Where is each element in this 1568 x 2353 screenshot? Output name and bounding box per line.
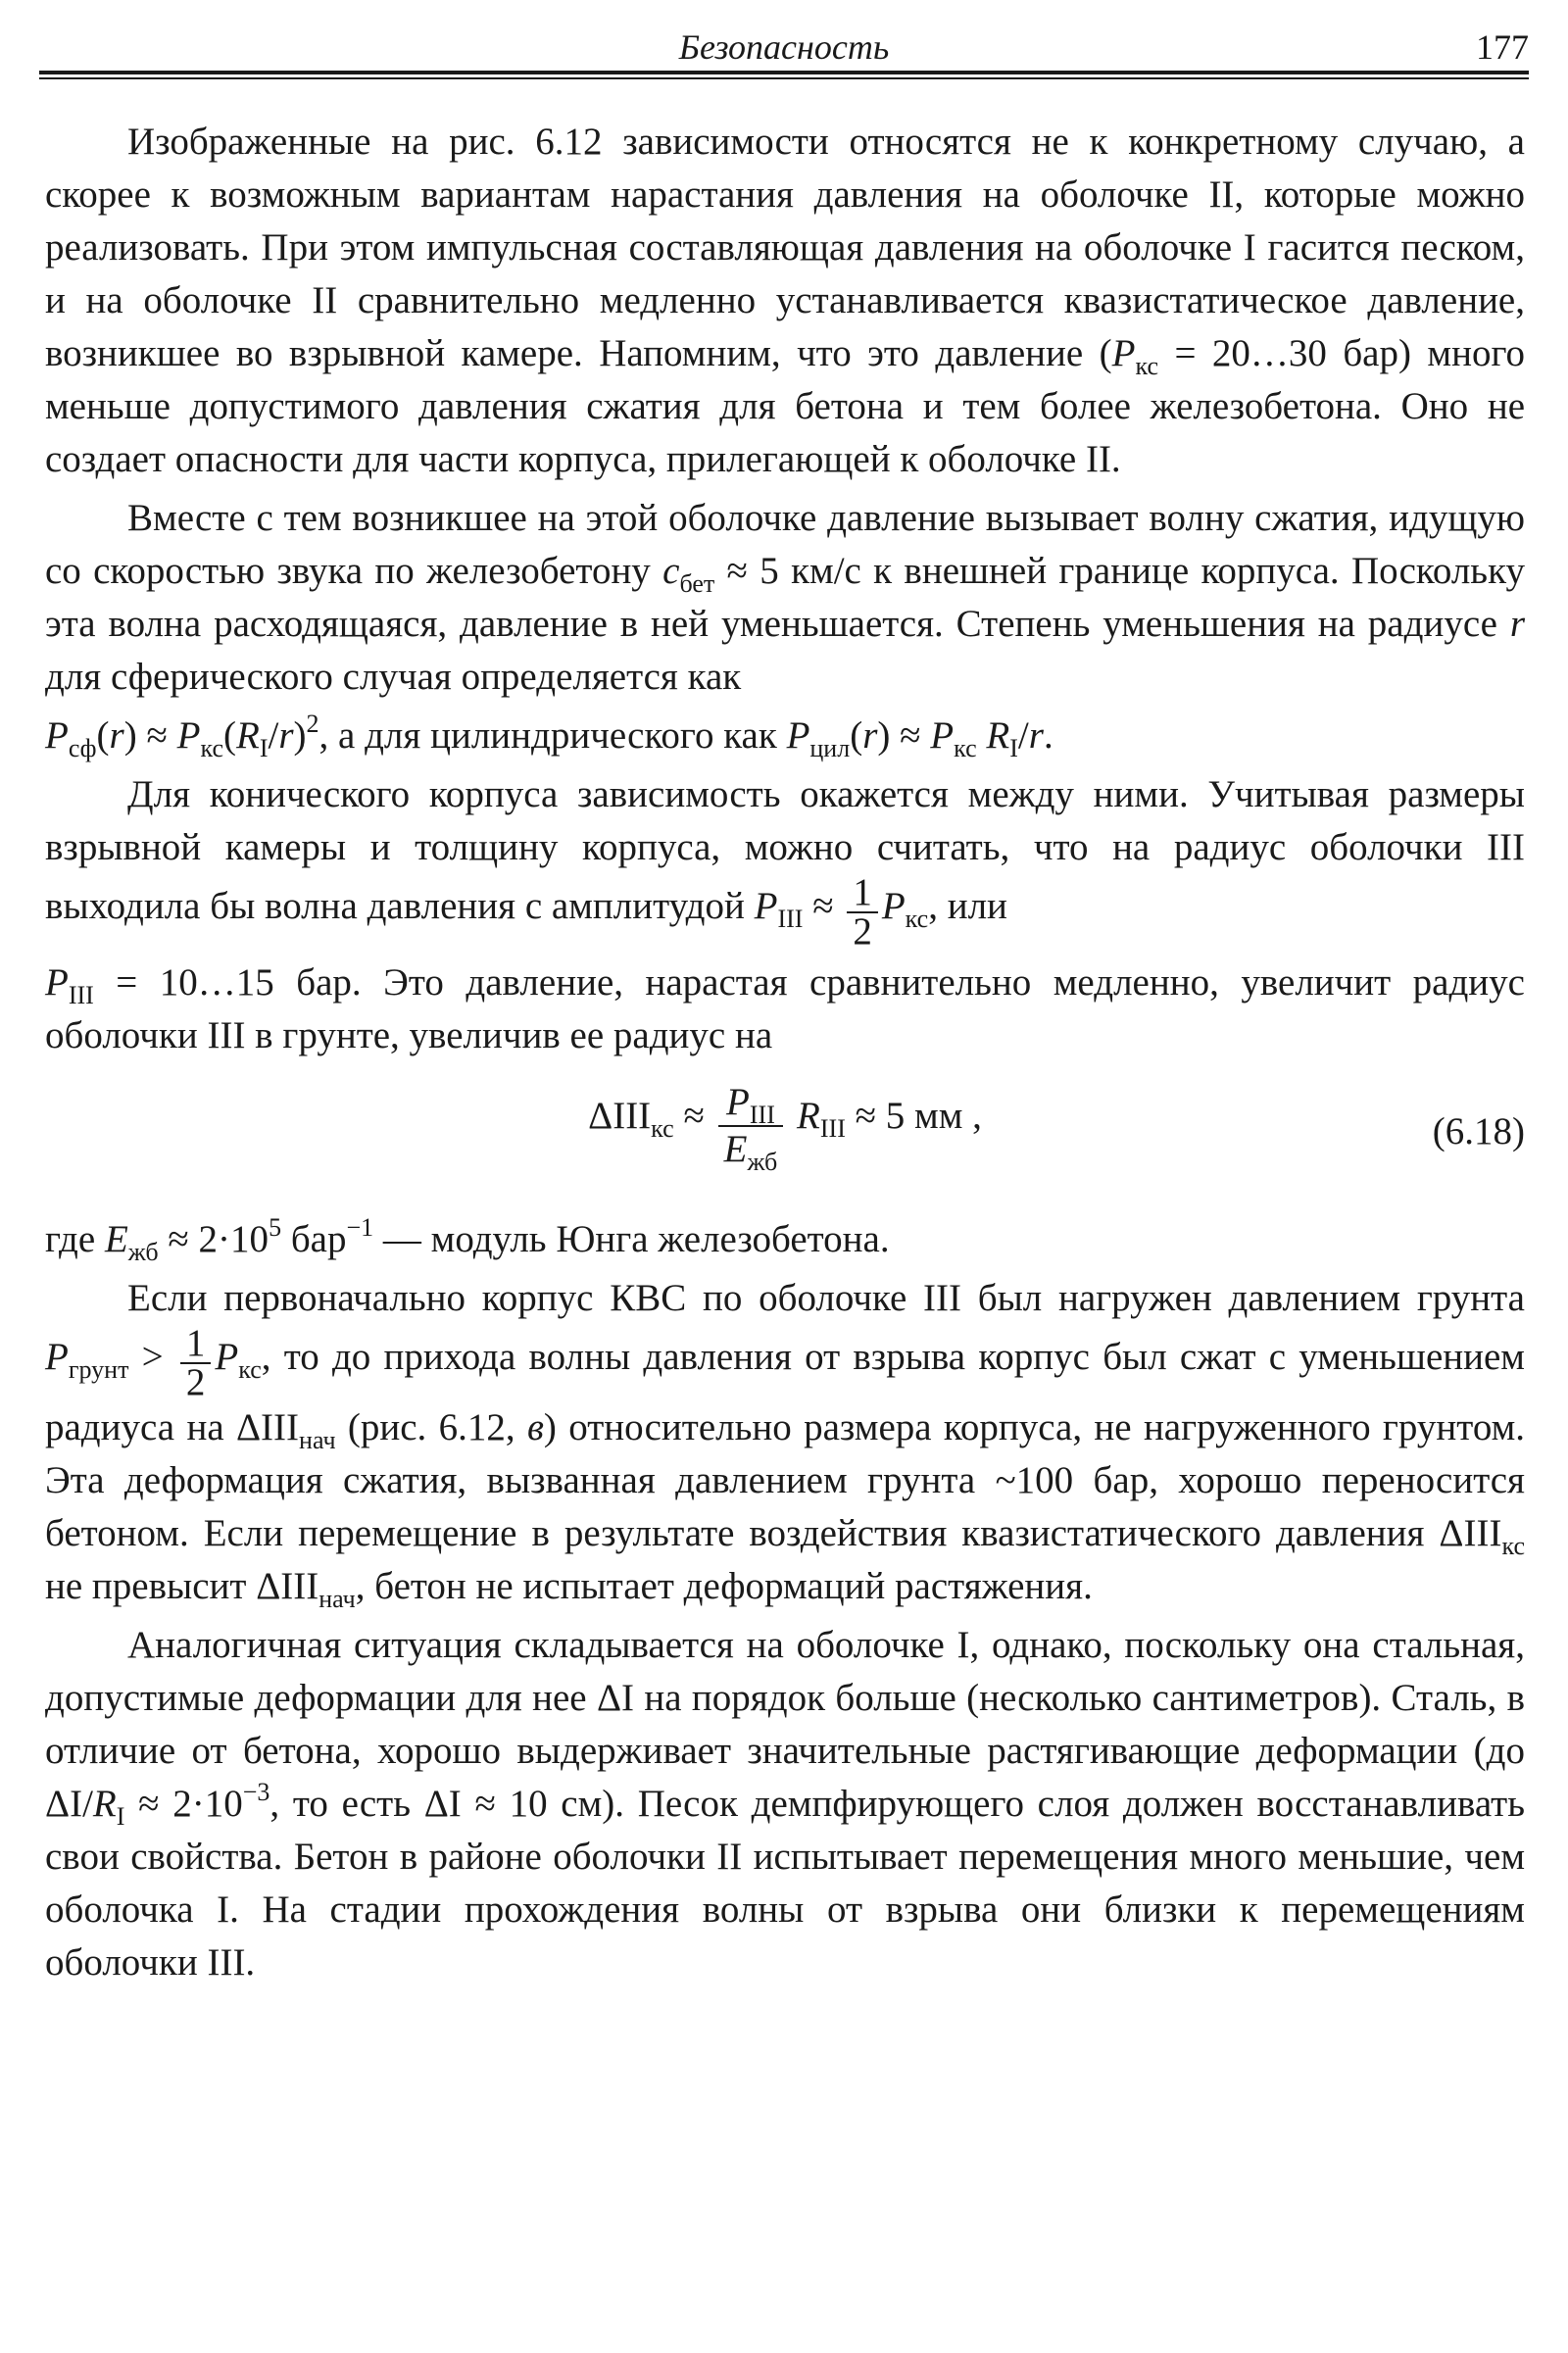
fraction-one-half: $\frac{1}{2}$ (847, 874, 878, 951)
paragraph-4: Если первоначально корпус КВС по оболочке III был нагружен давлением грунта $P_{грунт}$ > $\frac{1}{2}$ $P_{кс}$, то до прихода волны давления от взрыва корпус был сжат с уменьшением радиуса на $\Delta III_{нач}$ (рис. 6.12, в) относительно размера корпуса, не нагруженного грунтом. Эта деформация сжатия, вызванная давлением грунта ~100 бар, хорошо переносится бетоном. Если перемещение в результате воздействия квазистатического давления $\Delta III_{кс}$ не превысит $\Delta III_{нач}$, бетон не испытает деформаций растяжения. (45, 1277, 1526, 1613)
paragraph-where-clause: где $E_{жб} \approx 2\cdot 10^5$ бар$^{-1}$ — модуль Юнга железобетона. (45, 1213, 890, 1266)
equation-6-18 (45, 1080, 1525, 1198)
running-header-title: Безопасность (678, 27, 890, 67)
paragraph-3-continued: $P_{III}$ = 10…15 бар. Это давление, нарастая сравнительно медленно, увеличит радиус оболочки III в грунте, увеличив ее радиус на (45, 961, 1525, 1056)
header-rule-thin (39, 77, 1529, 79)
equation-number: (6.18) (1432, 1110, 1525, 1152)
paragraph-3: Для конического корпуса зависимость окажется между ними. Учитывая размеры взрывной камеры и толщину корпуса, можно считать, что на радиус оболочки III выходила бы волна давления с амплитудой $P_{III}$ ≈ $\frac{1}{2}$ $P_{кс}$, или (45, 773, 1525, 953)
page-body (45, 116, 1525, 1989)
paragraph-5: Аналогичная ситуация складывается на оболочке I, однако, поскольку она стальная, допустимые деформации для нее ΔI на порядок больше (несколько сантиметров). Сталь, в отличие от бетона, хорошо выдерживает значительные растягивающие деформации (до $\Delta I/R_I \approx 2\cdot 10^{-3}$, то есть ΔI ≈ 10 см). Песок демпфирующего слоя должен восстанавливать свои свойства. Бетон в районе оболочки II испытывает перемещения много меньшие, чем оболочка I. На стадии прохождения волны от взрыва они близки к перемещениям оболочки III. (45, 1624, 1525, 1984)
page-number: 177 (1476, 27, 1529, 67)
equation-body: $\Delta III_{кс}$ ≈ $\frac{P_{III}}{E_{жб}}$ $R_{III} \approx 5$ мм , (588, 1081, 982, 1176)
header-rule-thick (39, 71, 1529, 74)
formula-decay-laws: $P_{сф}(r) \approx P_{кс}(R_I/r)^2$, а для цилиндрического как $P_{цил}(r) \approx P_{кс}$ $R_I/r$. (45, 710, 1054, 762)
fraction-pressure-over-modulus: $\frac{P_{III}}{E_{жб}}$ (718, 1080, 784, 1172)
paragraph-1: Изображенные на рис. 6.12 зависимости относятся не к конкретному случаю, а скорее к возможным вариантам нарастания давления на оболочке II, которые можно реализовать. При этом импульсная составляющая давления на оболочке I гасится песком, и на оболочке II сравнительно медленно устанавливается квазистатическое давление, возникшее во взрывной камере. Напомним, что это давление ($P_{кс}$ = 20…30 бар) много меньше допустимого давления сжатия для бетона и тем более железобетона. Оно не создает опасности для части корпуса, прилегающей к оболочке II. (45, 121, 1525, 480)
paragraph-2: Вместе с тем возникшее на этой оболочке давление вызывает волну сжатия, идущую со скоростью звука по железобетону $c_{бет} \approx 5$ км/с к внешней границе корпуса. Поскольку эта волна расходящаяся, давление в ней уменьшается. Степень уменьшения на радиусе r для сферического случая определяется как (45, 497, 1525, 698)
fraction-one-half-2: $\frac{1}{2}$ (180, 1325, 212, 1401)
